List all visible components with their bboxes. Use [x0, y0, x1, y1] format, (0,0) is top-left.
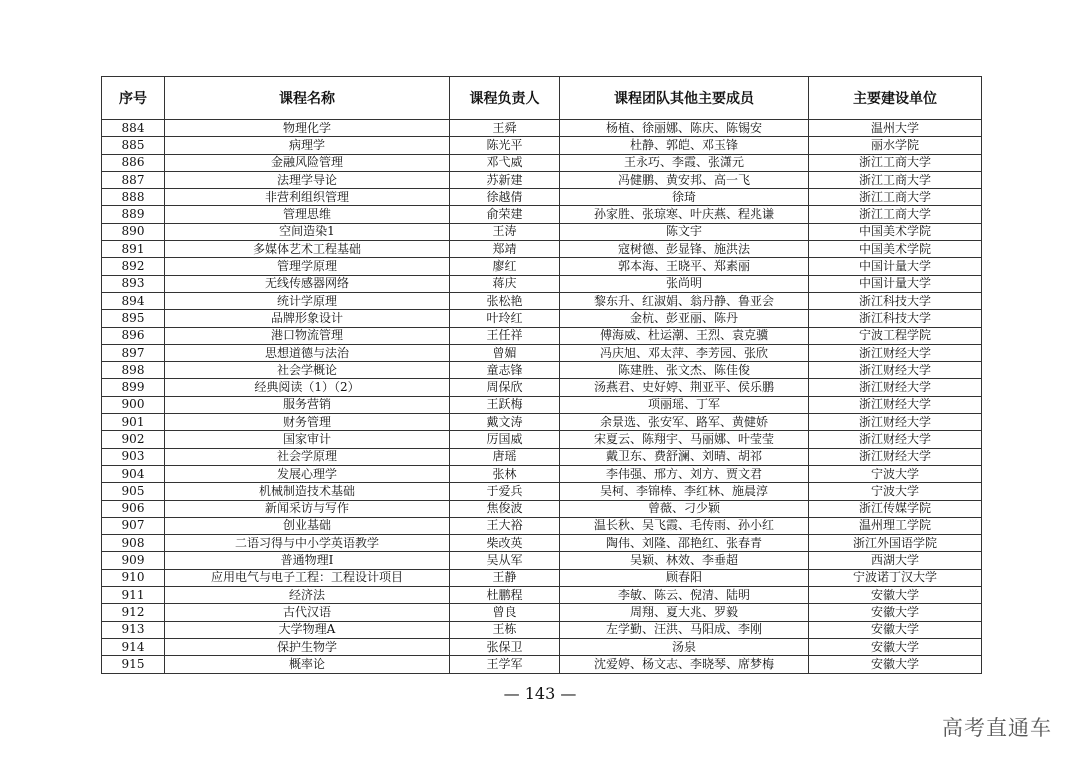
header-course-lead: 课程负责人: [450, 77, 560, 120]
cell-index: 884: [102, 120, 165, 137]
cell-institution: 浙江财经大学: [809, 379, 982, 396]
cell-team-members: 徐琦: [560, 189, 809, 206]
cell-course-lead: 叶玲红: [450, 310, 560, 327]
cell-team-members: 吴颖、林效、李垂超: [560, 552, 809, 569]
cell-course-name: 古代汉语: [165, 604, 450, 621]
table-row: [102, 241, 982, 258]
cell-index: 888: [102, 189, 165, 206]
cell-course-name: 大学物理A: [165, 621, 450, 638]
cell-course-name: 机械制造技术基础: [165, 483, 450, 500]
cell-team-members: 李伟强、邢方、刘方、贾文君: [560, 465, 809, 482]
cell-team-members: 周翔、夏大兆、罗毅: [560, 604, 809, 621]
cell-index: 911: [102, 587, 165, 604]
cell-team-members: 寇树德、彭显锋、施洪法: [560, 241, 809, 258]
cell-team-members: 冯庆旭、邓太萍、李芳园、张欣: [560, 344, 809, 361]
table-row: [102, 483, 982, 500]
cell-team-members: 王永巧、李霞、张潇元: [560, 154, 809, 171]
cell-team-members: 张尚明: [560, 275, 809, 292]
cell-institution: 中国计量大学: [809, 275, 982, 292]
table-row: [102, 154, 982, 171]
table-row: [102, 189, 982, 206]
table-row: [102, 621, 982, 638]
table-row: [102, 120, 982, 137]
cell-institution: 温州理工学院: [809, 517, 982, 534]
cell-course-lead: 杜鹏程: [450, 587, 560, 604]
cell-course-lead: 戴文涛: [450, 414, 560, 431]
table-row: [102, 656, 982, 673]
cell-team-members: 郭本海、王晓平、郑素丽: [560, 258, 809, 275]
cell-course-name: 病理学: [165, 137, 450, 154]
cell-course-lead: 王涛: [450, 223, 560, 240]
cell-team-members: 余景选、张安军、路军、黄健娇: [560, 414, 809, 431]
cell-course-lead: 于爱兵: [450, 483, 560, 500]
table-row: [102, 638, 982, 655]
cell-team-members: 戴卫东、费舒澜、刘晴、胡祁: [560, 448, 809, 465]
cell-index: 895: [102, 310, 165, 327]
cell-team-members: 陈建胜、张文杰、陈佳俊: [560, 362, 809, 379]
cell-course-lead: 厉国威: [450, 431, 560, 448]
table-row: [102, 500, 982, 517]
cell-course-lead: 王静: [450, 569, 560, 586]
cell-course-name: 创业基础: [165, 517, 450, 534]
cell-institution: 中国美术学院: [809, 241, 982, 258]
table-row: [102, 552, 982, 569]
cell-team-members: 陶伟、刘隆、邵艳红、张春青: [560, 535, 809, 552]
cell-course-lead: 郑靖: [450, 241, 560, 258]
cell-index: 915: [102, 656, 165, 673]
table-row: [102, 292, 982, 309]
cell-course-lead: 俞荣建: [450, 206, 560, 223]
table-row: [102, 535, 982, 552]
cell-course-name: 品牌形象设计: [165, 310, 450, 327]
cell-institution: 浙江财经大学: [809, 362, 982, 379]
table-row: [102, 137, 982, 154]
cell-team-members: 黎东升、红淑娟、翁丹静、鲁亚会: [560, 292, 809, 309]
cell-index: 904: [102, 465, 165, 482]
cell-institution: 浙江工商大学: [809, 206, 982, 223]
cell-course-lead: 王学军: [450, 656, 560, 673]
cell-team-members: 汤燕君、史好婷、荆亚平、侯乐鹏: [560, 379, 809, 396]
cell-course-lead: 邓弋威: [450, 154, 560, 171]
table-row: [102, 327, 982, 344]
cell-institution: 温州大学: [809, 120, 982, 137]
watermark: 高考直通车: [942, 716, 1052, 740]
cell-institution: 浙江财经大学: [809, 414, 982, 431]
cell-team-members: 杜静、郭皑、邓玉锋: [560, 137, 809, 154]
cell-course-name: 社会学概论: [165, 362, 450, 379]
table-body: [102, 120, 982, 674]
cell-index: 902: [102, 431, 165, 448]
table-row: [102, 206, 982, 223]
table-row: [102, 569, 982, 586]
cell-institution: 浙江财经大学: [809, 344, 982, 361]
cell-institution: 浙江工商大学: [809, 189, 982, 206]
cell-institution: 安徽大学: [809, 638, 982, 655]
cell-index: 899: [102, 379, 165, 396]
cell-team-members: 吴柯、李锦棒、李红林、施晨淳: [560, 483, 809, 500]
cell-index: 905: [102, 483, 165, 500]
cell-index: 897: [102, 344, 165, 361]
cell-course-name: 金融风险管理: [165, 154, 450, 171]
cell-course-name: 统计学原理: [165, 292, 450, 309]
cell-institution: 丽水学院: [809, 137, 982, 154]
cell-index: 890: [102, 223, 165, 240]
cell-team-members: 曾薇、刁少颖: [560, 500, 809, 517]
table-row: [102, 396, 982, 413]
cell-course-name: 概率论: [165, 656, 450, 673]
cell-course-name: 社会学原理: [165, 448, 450, 465]
header-course-name: 课程名称: [165, 77, 450, 120]
cell-index: 907: [102, 517, 165, 534]
cell-course-name: 保护生物学: [165, 638, 450, 655]
cell-team-members: 顾春阳: [560, 569, 809, 586]
header-index: 序号: [102, 77, 165, 120]
cell-index: 889: [102, 206, 165, 223]
cell-course-lead: 唐瑶: [450, 448, 560, 465]
cell-index: 913: [102, 621, 165, 638]
cell-course-lead: 王跃梅: [450, 396, 560, 413]
cell-index: 908: [102, 535, 165, 552]
cell-course-name: 管理思维: [165, 206, 450, 223]
course-table: [101, 76, 982, 674]
cell-course-name: 新闻采访与写作: [165, 500, 450, 517]
cell-index: 891: [102, 241, 165, 258]
cell-team-members: 李敏、陈云、倪清、陆明: [560, 587, 809, 604]
cell-index: 894: [102, 292, 165, 309]
cell-index: 900: [102, 396, 165, 413]
cell-index: 893: [102, 275, 165, 292]
cell-institution: 中国计量大学: [809, 258, 982, 275]
table-row: [102, 223, 982, 240]
cell-index: 896: [102, 327, 165, 344]
cell-institution: 浙江传媒学院: [809, 500, 982, 517]
table-row: [102, 379, 982, 396]
cell-team-members: 傅海威、杜运潮、王烈、袁克骥: [560, 327, 809, 344]
cell-course-lead: 周保欣: [450, 379, 560, 396]
table-row: [102, 275, 982, 292]
cell-course-lead: 曾媚: [450, 344, 560, 361]
table-row: [102, 587, 982, 604]
cell-course-lead: 蒋庆: [450, 275, 560, 292]
cell-course-name: 财务管理: [165, 414, 450, 431]
cell-course-name: 物理化学: [165, 120, 450, 137]
cell-course-name: 应用电气与电子工程：工程设计项目: [165, 569, 450, 586]
cell-course-name: 无线传感器网络: [165, 275, 450, 292]
cell-institution: 宁波诺丁汉大学: [809, 569, 982, 586]
cell-course-name: 思想道德与法治: [165, 344, 450, 361]
cell-index: 886: [102, 154, 165, 171]
cell-course-name: 非营利组织管理: [165, 189, 450, 206]
cell-index: 914: [102, 638, 165, 655]
cell-course-lead: 张林: [450, 465, 560, 482]
cell-team-members: 冯健鹏、黄安邦、高一飞: [560, 171, 809, 188]
cell-institution: 宁波工程学院: [809, 327, 982, 344]
table-row: [102, 310, 982, 327]
table-row: [102, 465, 982, 482]
cell-course-name: 管理学原理: [165, 258, 450, 275]
cell-institution: 浙江财经大学: [809, 396, 982, 413]
cell-course-lead: 柴改英: [450, 535, 560, 552]
cell-course-lead: 童志锋: [450, 362, 560, 379]
cell-institution: 浙江外国语学院: [809, 535, 982, 552]
cell-course-lead: 陈光平: [450, 137, 560, 154]
cell-course-lead: 廖红: [450, 258, 560, 275]
cell-institution: 浙江财经大学: [809, 431, 982, 448]
header-team-members: 课程团队其他主要成员: [560, 77, 809, 120]
cell-institution: 中国美术学院: [809, 223, 982, 240]
cell-institution: 安徽大学: [809, 587, 982, 604]
cell-team-members: 汤泉: [560, 638, 809, 655]
table-row: [102, 344, 982, 361]
cell-course-name: 服务营销: [165, 396, 450, 413]
cell-team-members: 杨植、徐丽娜、陈庆、陈锡安: [560, 120, 809, 137]
cell-course-lead: 张保卫: [450, 638, 560, 655]
cell-course-name: 国家审计: [165, 431, 450, 448]
cell-course-name: 空间造染1: [165, 223, 450, 240]
cell-course-lead: 苏新建: [450, 171, 560, 188]
cell-course-lead: 焦俊波: [450, 500, 560, 517]
table-row: [102, 258, 982, 275]
cell-course-lead: 王大裕: [450, 517, 560, 534]
table-row: [102, 362, 982, 379]
cell-course-lead: 张松艳: [450, 292, 560, 309]
table-row: [102, 431, 982, 448]
cell-team-members: 陈文宇: [560, 223, 809, 240]
cell-institution: 宁波大学: [809, 483, 982, 500]
table-row: [102, 448, 982, 465]
cell-team-members: 温长秋、吴飞霞、毛传雨、孙小红: [560, 517, 809, 534]
cell-course-name: 发展心理学: [165, 465, 450, 482]
cell-index: 903: [102, 448, 165, 465]
cell-institution: 西湖大学: [809, 552, 982, 569]
header-institution: 主要建设单位: [809, 77, 982, 120]
cell-index: 906: [102, 500, 165, 517]
cell-institution: 安徽大学: [809, 656, 982, 673]
cell-index: 898: [102, 362, 165, 379]
cell-course-name: 港口物流管理: [165, 327, 450, 344]
cell-team-members: 孙家胜、张琼寒、叶庆燕、程兆谦: [560, 206, 809, 223]
cell-index: 885: [102, 137, 165, 154]
cell-team-members: 金杭、彭亚丽、陈丹: [560, 310, 809, 327]
cell-course-lead: 吴从军: [450, 552, 560, 569]
cell-institution: 浙江科技大学: [809, 310, 982, 327]
cell-team-members: 左学勤、汪洪、马阳成、李刚: [560, 621, 809, 638]
cell-institution: 宁波大学: [809, 465, 982, 482]
cell-institution: 安徽大学: [809, 621, 982, 638]
cell-course-lead: 曾良: [450, 604, 560, 621]
cell-course-lead: 王任祥: [450, 327, 560, 344]
cell-institution: 浙江科技大学: [809, 292, 982, 309]
cell-team-members: 沈爱婷、杨文志、李晓琴、席梦梅: [560, 656, 809, 673]
table-row: [102, 517, 982, 534]
cell-institution: 浙江财经大学: [809, 448, 982, 465]
cell-index: 901: [102, 414, 165, 431]
cell-team-members: 项丽瑶、丁军: [560, 396, 809, 413]
cell-institution: 安徽大学: [809, 604, 982, 621]
cell-course-lead: 王栋: [450, 621, 560, 638]
cell-course-lead: 王舜: [450, 120, 560, 137]
page-number: — 143 —: [503, 684, 577, 703]
table-row: [102, 171, 982, 188]
cell-index: 910: [102, 569, 165, 586]
cell-course-name: 多媒体艺术工程基础: [165, 241, 450, 258]
cell-index: 892: [102, 258, 165, 275]
cell-course-name: 经济法: [165, 587, 450, 604]
cell-course-name: 法理学导论: [165, 171, 450, 188]
table-header-row: [102, 77, 982, 120]
cell-course-lead: 徐越倩: [450, 189, 560, 206]
table-row: [102, 414, 982, 431]
cell-course-name: 经典阅读（1）（2）: [165, 379, 450, 396]
cell-index: 887: [102, 171, 165, 188]
cell-institution: 浙江工商大学: [809, 171, 982, 188]
cell-index: 912: [102, 604, 165, 621]
cell-team-members: 宋夏云、陈翔宇、马丽娜、叶莹莹: [560, 431, 809, 448]
cell-institution: 浙江工商大学: [809, 154, 982, 171]
cell-index: 909: [102, 552, 165, 569]
table-row: [102, 604, 982, 621]
cell-course-name: 普通物理Ⅰ: [165, 552, 450, 569]
cell-course-name: 二语习得与中小学英语教学: [165, 535, 450, 552]
